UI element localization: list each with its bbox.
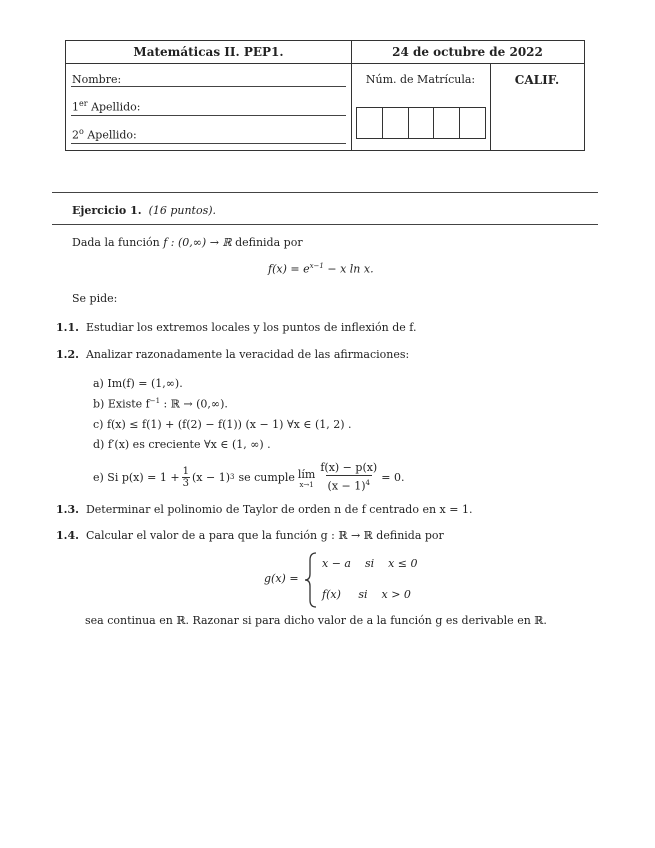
item-a: a) Im(f) = (1,∞). [93,377,183,390]
closing-text: sea continua en ℝ. Razonar si para dicho valor de a la función g es derivable en ℝ. [85,614,547,627]
limit-operator: lím x→1 [297,468,316,489]
item-b: b) Existe $f^{-1}$ : ℝ → (0,∞). [93,397,228,411]
apellido1-line [71,115,346,116]
fraction-one-third: $\frac{1}{3}$ [182,465,189,489]
matricula-boxes [356,107,486,139]
nombre-label: Nombre: [72,73,122,86]
apellido1-label: 1er Apellido: [72,99,141,114]
matricula-digit-box [460,108,485,138]
g-case-1: x − a si x ≤ 0 [322,557,418,570]
main-formula: $f(x) = e^{x-1} - x$ ln x. [268,262,374,276]
item-d: d) f′(x) es creciente ∀x ∈ (1, ∞) . [93,438,271,451]
g-lhs: g(x) = [264,572,299,585]
g-case-2: f(x) si x > 0 [322,588,411,601]
left-brace [304,552,318,608]
item-e: e) Si p(x) = 1 + $\frac{1}{3}$ (x − 1) 3 se cumple lím x→1 $\frac{f(x) - p(x)}{(x - 1)^4}$ = 0. [93,460,405,493]
apellido2-label: 2$^o$ Apellido: [72,127,137,142]
matricula-digit-box [409,108,435,138]
calif-label: CALIF. [514,73,560,87]
question-1-2: 1.2. Analizar razonadamente la veracidad de las afirmaciones: [56,348,410,361]
course-title: Matemáticas II. PEP1. [133,45,284,59]
nombre-line [71,86,346,87]
exam-date: 24 de octubre de 2022 [392,45,543,59]
limit-fraction: $\frac{f(x) - p(x)}{(x - 1)^4}$ [320,460,378,493]
exercise-heading: Ejercicio 1. (16 puntos). [72,204,217,217]
question-1-4: 1.4. Calcular el valor de a para que la función g : ℝ → ℝ definida por [56,529,444,542]
top-rule [52,192,598,193]
header-table [65,40,585,151]
matricula-digit-box [357,108,383,138]
row-divider [66,63,584,64]
matricula-digit-box [434,108,460,138]
matricula-label: Núm. de Matrícula: [365,73,476,86]
bottom-rule [52,224,598,225]
question-1-3: 1.3. Determinar el polinomio de Taylor de orden n de f centrado en x = 1. [56,503,473,516]
item-c: c) f(x) ≤ f(1) + (f(2) − f(1)) (x − 1) ∀x ∈ (1, 2) . [93,418,352,431]
se-pide: Se pide: [72,292,118,305]
matricula-digit-box [383,108,409,138]
intro-text: Dada la función f : (0,∞) → ℝ definida por [72,236,303,249]
question-1-1: 1.1. Estudiar los extremos locales y los puntos de inflexión de f. [56,321,417,334]
apellido2-line [71,143,346,144]
